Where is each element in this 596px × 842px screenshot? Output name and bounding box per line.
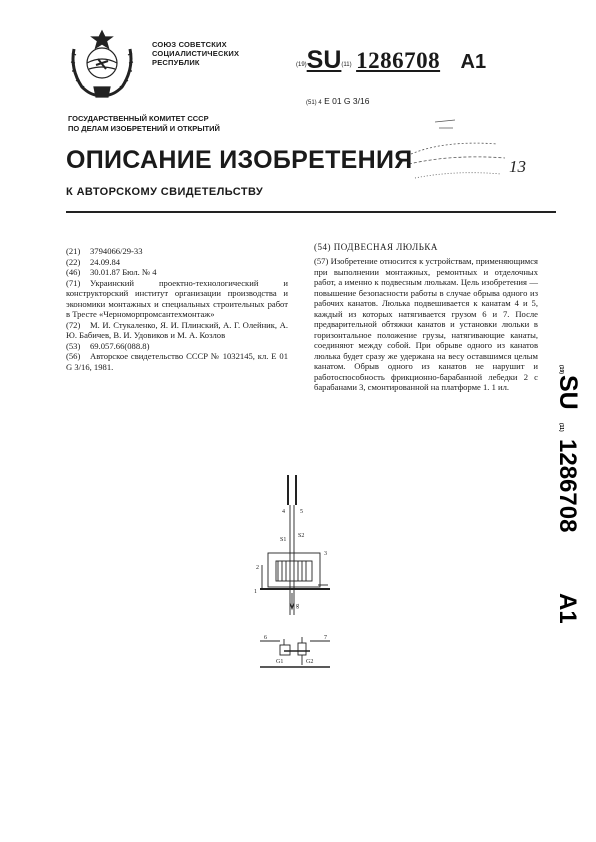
country-line: СОЦИАЛИСТИЧЕСКИХ: [152, 49, 240, 58]
vertical-number: 1286708: [554, 439, 581, 533]
label-3: 3: [324, 551, 327, 557]
biblio-field: [66, 267, 288, 278]
biblio-field: [66, 246, 288, 257]
kind-code: A1: [460, 51, 487, 73]
label-s2: S2: [298, 533, 305, 539]
field-value: 24.09.84: [90, 256, 121, 267]
code-19: (19): [296, 62, 307, 68]
field-value: Авторское свидетельство СССР № 1032145, кл. Е 01 G 3/16, 1981.: [66, 351, 288, 372]
header-rule: [66, 211, 556, 213]
biblio-field: [66, 341, 288, 352]
vertical-country-code: SU: [554, 375, 582, 410]
field-value: 30.01.87 Бюл. № 4: [90, 267, 157, 277]
ipc-code: Е 01 G 3/16: [324, 96, 370, 106]
field-code: (53): [66, 340, 81, 351]
label-6: 6: [264, 635, 267, 641]
country-line: СОЮЗ СОВЕТСКИХ: [152, 40, 227, 49]
field-code: (56): [66, 351, 81, 361]
committee-name: [68, 114, 220, 134]
biblio-field: [66, 278, 288, 320]
abstract-code: (57): [314, 256, 329, 266]
field-value: Украинский проектно-технологический и конструкторский институт организации производства и экономики монтажных и специальных строительных работ в Тресте «Черноморпромсантехмонтаж»: [66, 277, 288, 319]
field-value: 3794066/29-33: [90, 246, 143, 256]
abstract: [314, 256, 538, 393]
label-5: 5: [300, 509, 303, 515]
title-code: (54): [314, 242, 331, 252]
biblio-field: [66, 351, 288, 372]
label-g1: G1: [276, 659, 284, 665]
field-value: М. И. Стукаленко, Я. И. Плинский, А. Г. Олейник, А. Ю. Бабичев, В. И. Удовиков и М. А. Козлов: [66, 319, 288, 340]
publication-number: [296, 46, 486, 80]
ipc-prefix: (51) 4: [306, 100, 322, 106]
invention-title: [314, 242, 438, 252]
code-11: (11): [341, 62, 352, 68]
stamp-number: 13: [509, 157, 526, 176]
ussr-emblem: [62, 25, 142, 105]
patent-number: 1286708: [356, 48, 441, 73]
vertical-kind: A1: [554, 593, 581, 624]
document-subtitle: К АВТОРСКОМУ СВИДЕТЕЛЬСТВУ: [66, 186, 264, 198]
field-code: (72): [66, 319, 81, 330]
bibliographic-data: [66, 246, 288, 372]
label-2: 2: [256, 565, 259, 571]
country-line: РЕСПУБЛИК: [152, 58, 200, 67]
field-code: (46): [66, 267, 81, 277]
biblio-field: [66, 320, 288, 341]
document-title: ОПИСАНИЕ ИЗОБРЕТЕНИЯ: [66, 146, 413, 174]
biblio-field: [66, 257, 288, 268]
field-code: (22): [66, 256, 81, 267]
vertical-code-11: (11): [558, 423, 564, 432]
invention-drawing: [240, 475, 350, 675]
field-code: (21): [66, 246, 81, 256]
label-g: g: [296, 603, 299, 609]
country-name: [152, 40, 239, 67]
field-code: (71): [66, 277, 81, 288]
vertical-patent-number: [518, 365, 582, 665]
ipc-classification: [306, 96, 369, 106]
abstract-text: Изобретение относится к устройствам, применяющимся при выполнении монтажных, ремонтных и отделочных работ, а именно к подвесным люлькам. Цель изобретения — повышение безопасности работы в случае обрыва одного из рабочих канатов. Люлька подвешивается к канатам 4 и 5, каждый из которых натягивается грузом 6 и 7. После предварительной обтяжки канатов и установки люльки в горизонтальное положение грузы, натягивающие канаты, соединяют между собой. При обрыве одного из канатов люлька будет сразу же удержана на весу оставшимся целым канатом. Обрыв одного из канатов не нарушит и работоспособность фрикционно-барабанной лебедки 2 с барабанами 3, смонтированной на платформе 1. 1 ил.: [314, 256, 538, 392]
committee-line: ГОСУДАРСТВЕННЫЙ КОМИТЕТ СССР: [68, 114, 209, 123]
label-g2: G2: [306, 659, 314, 665]
title-text: ПОДВЕСНАЯ ЛЮЛЬКА: [333, 242, 438, 252]
label-s1: S1: [280, 537, 287, 543]
library-stamp: [405, 114, 535, 189]
label-7: 7: [324, 635, 327, 641]
country-code: SU: [306, 46, 342, 74]
vertical-code-19: (19): [558, 365, 564, 374]
label-4: 4: [282, 509, 285, 515]
field-value: 69.057.66(088.8): [90, 340, 150, 351]
committee-line: ПО ДЕЛАМ ИЗОБРЕТЕНИЙ И ОТКРЫТИЙ: [68, 124, 220, 133]
label-1: 1: [254, 589, 257, 595]
